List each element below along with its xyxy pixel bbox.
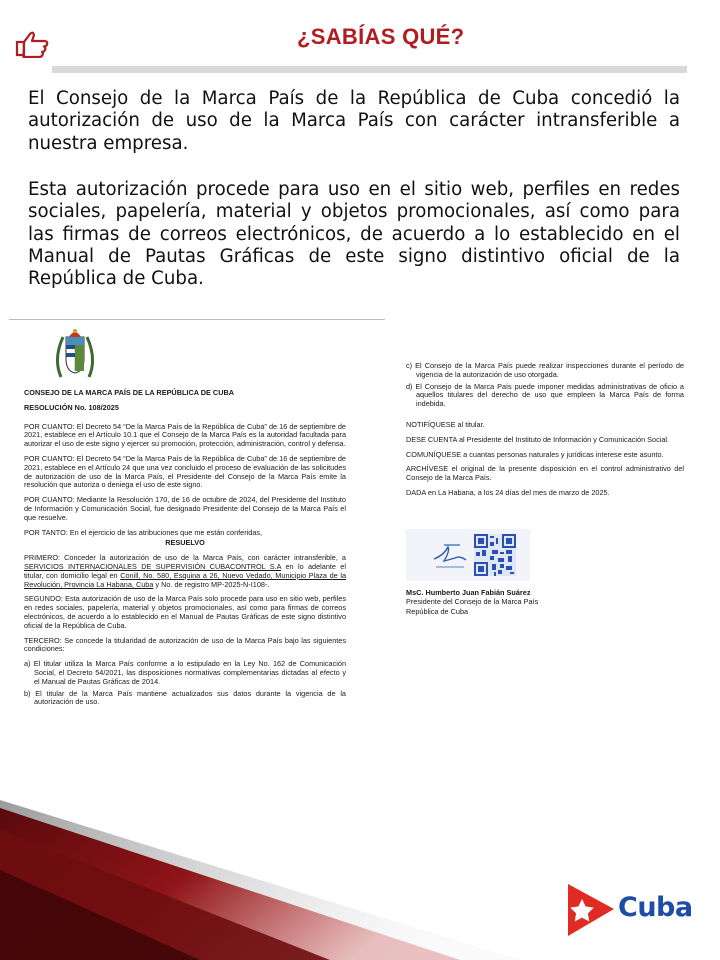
condition-a: a) El titular utiliza la Marca País conforme a lo estipulado en la Ley No. 162 de Comunicación Social, el Decreto 54/2021, las disposiciones normativas complementarias dictadas al efecto y el Manual de Pautas Gráficas de 2014. (24, 659, 346, 686)
intro-paragraph-1: El Consejo de la Marca País de la República de Cuba concedió la autorización de uso de la Marca País con carácter intransferible a nuestra empresa. (28, 88, 680, 154)
signer-title: Presidente del Consejo de la Marca País (406, 597, 539, 607)
intro-paragraph-2: Esta autorización procede para uso en el sitio web, perfiles en redes sociales, papelería, material y objetos promocionales, así como para las firmas de correos electrónicos, de acuerdo a lo establecido en el Manual de Pautas Gráficas de este signo distintivo oficial de la República de Cuba. (28, 179, 680, 290)
condition-d: d) El Consejo de la Marca País puede imponer medidas administrativas de oficio a aquellos titulares del derecho de uso que empleen la Marca País de forma indebida. (406, 381, 684, 409)
signer-org: República de Cuba (406, 606, 469, 616)
segundo-clause: SEGUNDO: Esta autorización de uso de la Marca País solo procede para uso en sitio web, perfiles en redes sociales, papelería, material y objetos promocionales, así como para firmas de correos electrónicos, de acuerdo a lo establecido en el Manual de Pautas Gráficas de este signo distintivo oficial de la República de Cuba. (24, 594, 346, 630)
signer-name: MsC. Humberto Juan Fabián Suárez (406, 588, 531, 597)
condition-c: c) El Consejo de la Marca País puede realizar inspecciones durante el período de vigencia de la autorización de uso otorgada. (406, 361, 684, 379)
por-cuanto-2: POR CUANTO: El Decreto 54 “De la Marca País de la República de Cuba” de 16 de septiembre de 2021, establece en el Artículo 24 que una vez concluido el proceso de evaluación de las solicitudes de autorización de uso de la Marca País, el Presidente del Consejo de la Marca País emite la resolución que autoriza o deniega el uso de este signo. (24, 453, 346, 490)
document-top-rule (9, 319, 385, 320)
document-heading: CONSEJO DE LA MARCA PAÍS DE LA REPÚBLICA DE CUBA (24, 388, 234, 397)
dese-cuenta: DESE CUENTA al Presidente del Instituto de Información y Comunicación Social. (406, 434, 670, 444)
cuba-wordmark: Cuba (618, 892, 693, 923)
comuniquese: COMUNÍQUESE a cuantas personas naturales y jurídicas interese este asunto. (406, 449, 664, 459)
cuba-star-icon (566, 882, 616, 938)
por-cuanto-3: POR CUANTO: Mediante la Resolución 170, de 16 de octubre de 2024, del Presidente del Instituto de Información y Comunicación Social, fue designado Presidente del Consejo de la Marca País el que resuelve. (24, 495, 346, 522)
company-address: Conill, No. 580, Esquina a 26, Nuevo Vedado, Municipio Plaza de la Revolución, Provincia La Habana, Cuba (24, 570, 346, 589)
resolution-number: RESOLUCIÓN No. 108/2025 (24, 402, 119, 412)
condition-b: b) El titular de la Marca País mantiene actualizados sus datos durante la vigencia de la autorización de uso. (24, 688, 346, 707)
company-name: SERVICIOS INTERNACIONALES DE SUPERVISIÓN CUBACONTROL S.A (24, 561, 282, 571)
pointing-hand-icon (14, 30, 50, 58)
notifiquese: NOTIFÍQUESE al titular. (406, 419, 485, 429)
qr-code-icon (474, 534, 516, 576)
document-left-column (24, 389, 346, 710)
cuba-logo (566, 880, 693, 938)
por-cuanto-1: POR CUANTO: El Decreto 54 “De la Marca País de la República de Cuba” de 16 de septiembre de 2021, establece en el Artículo 10.1 que el Consejo de la Marca País es la autoridad facultada para autorizar el uso de este signo y ejercer su promoción, protección, administración, control y defensa. (24, 421, 346, 449)
decorative-corner (0, 800, 520, 960)
primero-clause: PRIMERO: Conceder la autorización de uso de la Marca País, con carácter intransferible, a SERVICIOS INTERNACIONALES DE SUPERVISIÓN CUBACONTROL S.A en lo adelante el titular, con domicilio legal en Conill, No. 580, Esquina a 26, Nuevo Vedado, Municipio Plaza de la Revolución, Provincia La Habana, Cuba y No. de registro MP-2025-N-I108-. (24, 553, 346, 589)
document-right-column (406, 362, 684, 504)
por-tanto: POR TANTO: En el ejercicio de las atribuciones que me están conferidas, (24, 527, 263, 537)
signature-block (406, 529, 530, 581)
signature-scrawl (430, 539, 470, 573)
archivese: ARCHÍVESE el original de la presente disposición en el control administrativo del Consejo de la Marca País. (406, 464, 684, 483)
resuelvo-heading: RESUELVO (165, 538, 205, 548)
tercero-clause: TERCERO: Se concede la titularidad de autorización de uso de la Marca País bajo las siguientes condiciones: (24, 635, 346, 654)
dada-fecha: DADA en La Habana, a los 24 días del mes de marzo de 2025. (406, 487, 610, 497)
signer-block (406, 588, 656, 616)
coat-of-arms-icon (53, 327, 97, 379)
page-title: ¿SABÍAS QUÉ? (297, 24, 465, 49)
title-underline (52, 66, 687, 73)
